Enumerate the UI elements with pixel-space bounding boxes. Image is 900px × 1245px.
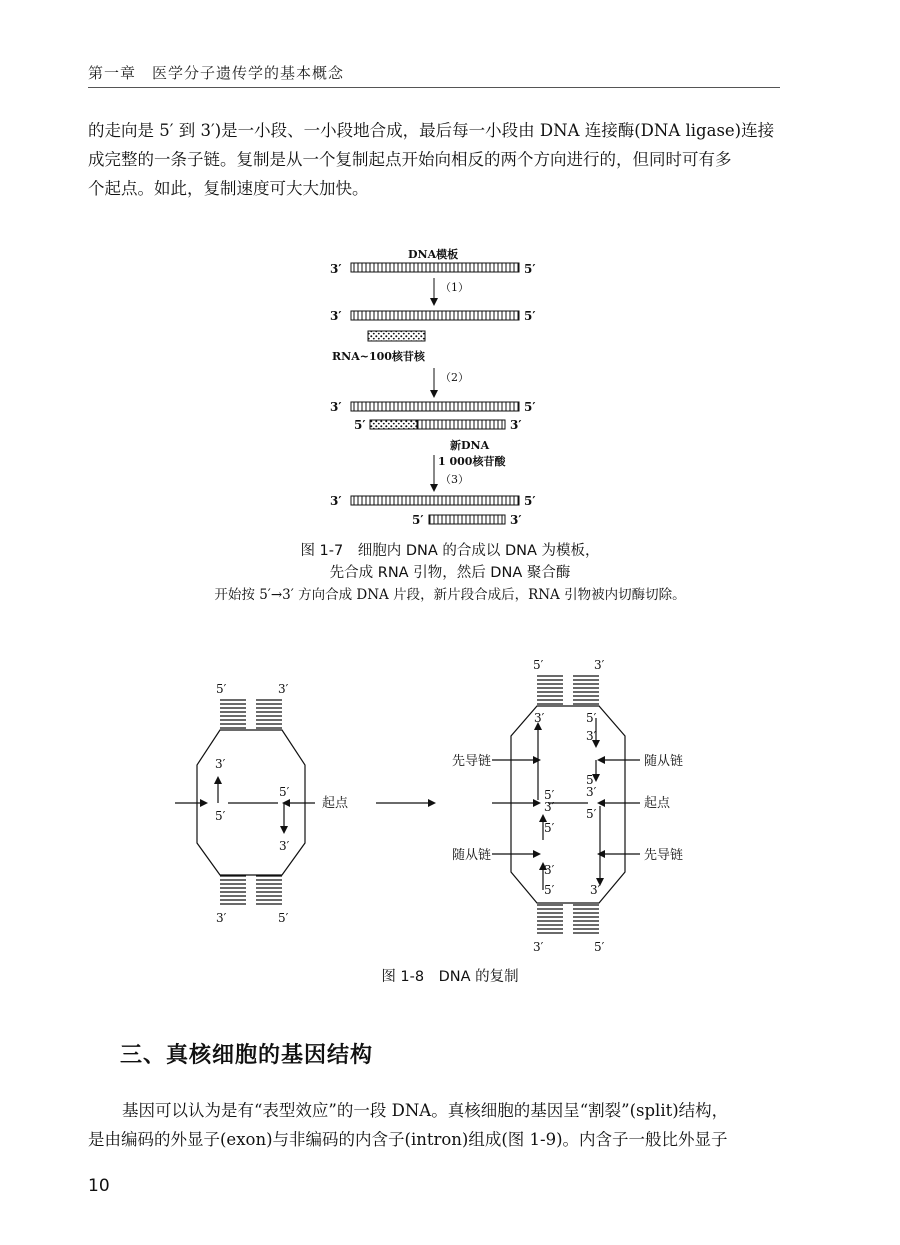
intro-paragraph <box>88 116 788 203</box>
three-prime-label: 3′ <box>215 757 226 771</box>
arrow-head <box>430 298 438 306</box>
five-prime-label: 5′ <box>586 807 597 821</box>
three-prime-label: 3′ <box>279 839 290 853</box>
three-prime-label: 3′ <box>278 682 289 696</box>
figure-1-7-caption <box>0 540 900 606</box>
lagging-strand-label: 随从链 <box>452 848 492 863</box>
new-dna-fragment <box>429 515 505 524</box>
arrow-head <box>597 850 605 858</box>
three-prime-label: 3′ <box>216 911 227 925</box>
three-prime-label: 3′ <box>330 494 342 508</box>
three-prime-label: 3′ <box>544 800 555 814</box>
five-prime-label: 5′ <box>524 309 536 323</box>
arrow-head <box>597 799 605 807</box>
dna-template-strand <box>351 263 519 272</box>
dna-template-strand <box>351 311 519 320</box>
five-prime-label: 5′ <box>544 788 555 802</box>
five-prime-label: 5′ <box>412 513 424 527</box>
section-title: 三、真核细胞的基因结构 <box>120 1042 374 1068</box>
step-label: （3） <box>440 473 469 486</box>
running-header: 第一章 医学分子遗传学的基本概念 <box>88 64 345 82</box>
template-label: DNA模板 <box>408 248 459 261</box>
arrow-head <box>430 390 438 398</box>
three-prime-label: 3′ <box>330 309 342 323</box>
right-bottom-duplex <box>537 905 599 933</box>
figure-1-8 <box>0 650 900 960</box>
rna-label: RNA~100核苷核 <box>332 350 425 363</box>
arrow-head <box>533 850 541 858</box>
figure-1-7 <box>320 235 560 535</box>
arrow-head <box>214 776 222 784</box>
five-prime-label: 5′ <box>533 658 544 672</box>
new-dna-label: 新DNA <box>450 439 490 452</box>
header-rule <box>88 87 780 88</box>
origin-label: 起点 <box>644 796 671 811</box>
caption-line: 图 1-7 细胞内 DNA 的合成以 DNA 为模板， <box>300 543 600 559</box>
three-prime-label: 3′ <box>590 883 601 897</box>
arrow-head <box>597 756 605 764</box>
right-replication-bubble <box>511 706 625 903</box>
text-line: 成完整的一条子链。复制是从一个复制起点开始向相反的两个方向进行的，但同时可有多 <box>88 150 732 169</box>
caption-line: 开始按 5′→3′ 方向合成 DNA 片段，新片段合成后，RNA 引物被内切酶切除。 <box>214 587 686 603</box>
arrow-head <box>428 799 436 807</box>
arrow-head <box>200 799 208 807</box>
three-prime-label: 3′ <box>330 400 342 414</box>
body-paragraph <box>88 1096 788 1154</box>
three-prime-label: 3′ <box>510 513 522 527</box>
rna-primer <box>368 331 425 341</box>
arrow-head <box>533 756 541 764</box>
three-prime-label: 3′ <box>586 785 597 799</box>
text-line: 是由编码的外显子(exon)与非编码的内含子(intron)组成(图 1-9)。内含子一般比外显子 <box>88 1130 728 1149</box>
text-line: 基因可以认为是有“表型效应”的一段 DNA。真核细胞的基因呈“割裂”(split)结构， <box>122 1101 729 1120</box>
right-top-duplex <box>537 676 599 704</box>
nucleotide-label: 1 000核苷酸 <box>438 455 506 468</box>
five-prime-label: 5′ <box>354 418 366 432</box>
five-prime-label: 5′ <box>586 711 597 725</box>
rna-primer <box>370 420 417 429</box>
step-label: （2） <box>440 371 469 384</box>
text-line: 个起点。如此，复制速度可大大加快。 <box>88 179 369 198</box>
leading-strand-label: 先导链 <box>452 754 492 769</box>
five-prime-label: 5′ <box>215 809 226 823</box>
arrow-head <box>282 799 290 807</box>
origin-label: 起点 <box>322 796 349 811</box>
leading-strand-label: 先导链 <box>644 848 684 863</box>
page-number: 10 <box>88 1176 110 1196</box>
left-top-duplex <box>220 700 282 728</box>
three-prime-label: 3′ <box>533 940 544 954</box>
three-prime-label: 3′ <box>586 729 597 743</box>
figure-1-8-caption: 图 1-8 DNA 的复制 <box>381 969 519 985</box>
five-prime-label: 5′ <box>524 400 536 414</box>
step-label: （1） <box>440 281 469 294</box>
three-prime-label: 3′ <box>594 658 605 672</box>
three-prime-label: 3′ <box>510 418 522 432</box>
five-prime-label: 5′ <box>594 940 605 954</box>
five-prime-label: 5′ <box>524 262 536 276</box>
five-prime-label: 5′ <box>278 911 289 925</box>
arrow-head <box>280 826 288 834</box>
three-prime-label: 3′ <box>534 711 545 725</box>
five-prime-label: 5′ <box>279 785 290 799</box>
five-prime-label: 5′ <box>586 773 597 787</box>
five-prime-label: 5′ <box>216 682 227 696</box>
three-prime-label: 3′ <box>330 262 342 276</box>
new-dna-fragment <box>417 420 505 429</box>
five-prime-label: 5′ <box>544 821 555 835</box>
caption-line: 先合成 RNA 引物，然后 DNA 聚合酶 <box>329 565 571 581</box>
five-prime-label: 5′ <box>544 883 555 897</box>
five-prime-label: 5′ <box>524 494 536 508</box>
arrow-head <box>430 484 438 492</box>
lagging-strand-label: 随从链 <box>644 754 684 769</box>
arrow-head <box>533 799 541 807</box>
three-prime-label: 3′ <box>544 863 555 877</box>
left-bottom-duplex <box>220 876 282 904</box>
dna-template-strand <box>351 402 519 411</box>
dna-template-strand <box>351 496 519 505</box>
text-line: 的走向是 5′ 到 3′)是一小段、一小段地合成，最后每一小段由 DNA 连接酶(DNA ligase)连接 <box>88 121 775 140</box>
